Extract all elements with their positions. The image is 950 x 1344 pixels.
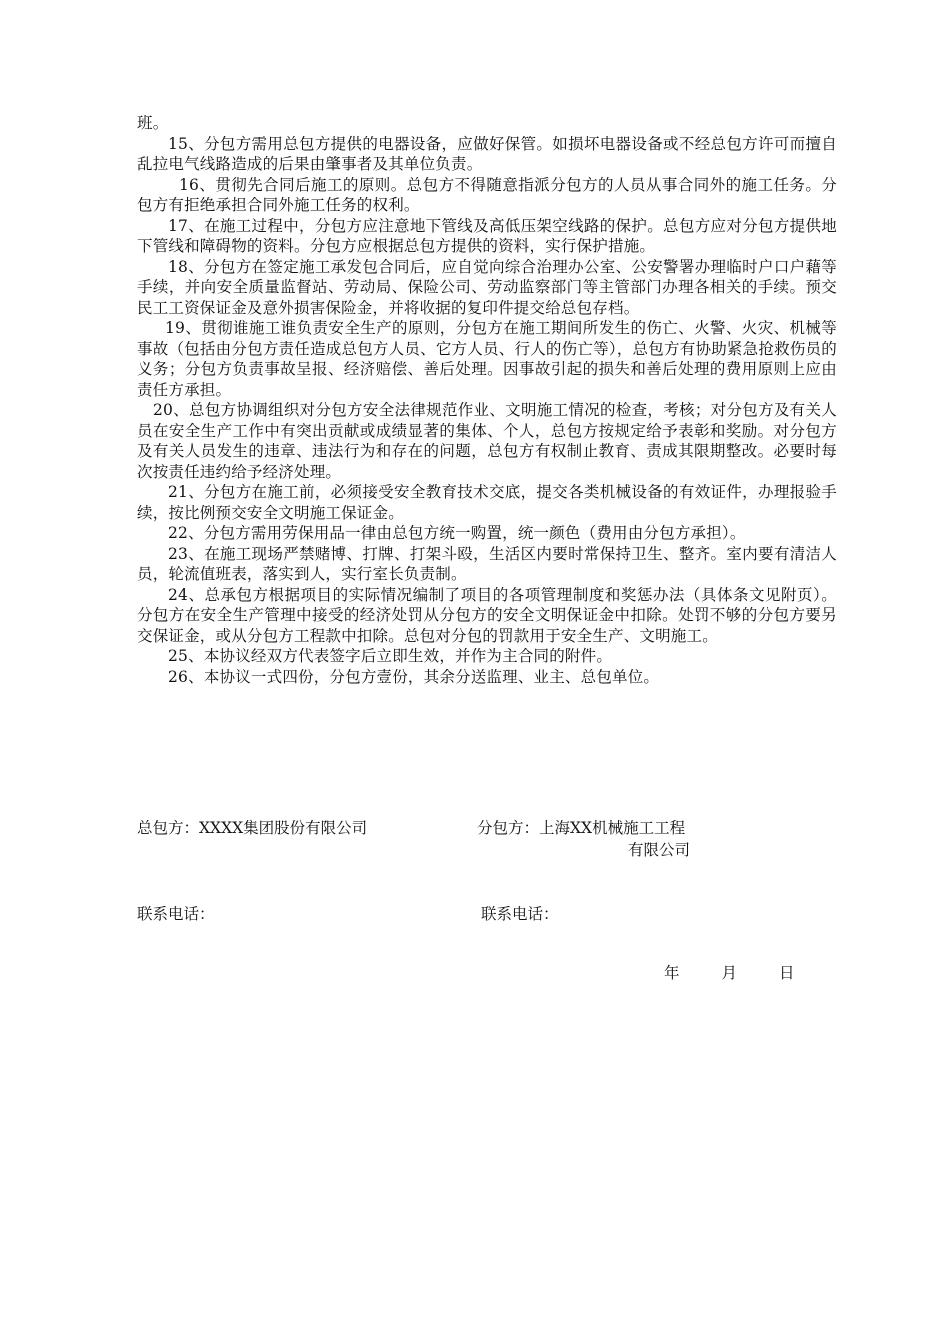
clause-24: 24、总承包方根据项目的实际情况编制了项目的各项管理制度和奖惩办法（具体条文见附页）。分包方在安全生产管理中接受的经济处罚从分包方的安全文明保证金中扣除。处罚不够的分包方要另交保证金，或从分包方工程款中扣除。总包对分包的罚款用于安全生产、文明施工。: [137, 585, 837, 645]
date-line: [664, 963, 795, 984]
general-contractor-phone-label: 联系电话：: [137, 905, 215, 923]
date-month-label: 月: [721, 964, 738, 982]
clause-15: 15、分包方需用总包方提供的电器设备，应做好保管。如损坏电器设备或不经总包方许可而擅自乱拉电气线路造成的后果由肇事者及其单位负责。: [137, 134, 837, 173]
subcontractor-phone-label: 联系电话：: [481, 905, 559, 923]
clause-16: 16、贯彻先合同后施工的原则。总包方不得随意指派分包方的人员从事合同外的施工任务。分包方有拒绝承担合同外施工任务的权利。: [137, 175, 837, 214]
clause-17: 17、在施工过程中，分包方应注意地下管线及高低压架空线路的保护。总包方应对分包方提供地下管线和障碍物的资料。分包方应根据总包方提供的资料，实行保护措施。: [137, 216, 837, 255]
clause-25: 25、本协议经双方代表签字后立即生效，并作为主合同的附件。: [168, 647, 613, 665]
date-year-label: 年: [664, 964, 680, 982]
subcontractor-name-line2: 有限公司: [628, 841, 691, 859]
date-day-label: 日: [779, 964, 795, 982]
general-contractor-name: 总包方：XXXX集团股份有限公司: [137, 819, 368, 837]
clause-19: 19、贯彻谁施工谁负责安全生产的原则，分包方在施工期间所发生的伤亡、火警、火灾、机械等事故（包括由分包方责任造成总包方人员、它方人员、行人的伤亡等），总包方有协助紧急抢救伤员的义务；分包方负责事故呈报、经济赔偿、善后处理。因事故引起的损失和善后处理的费用原则上应由责任方承担。: [137, 319, 837, 399]
clause-18: 18、分包方在签定施工承发包合同后，应自觉向综合治理办公室、公安警署办理临时户口户藉等手续，并向安全质量监督站、劳动局、保险公司、劳动监察部门等主管部门办理各相关的手续。预交民工工资保证金及意外损害保险金，并将收据的复印件提交给总包存档。: [137, 257, 837, 317]
clause-26: 26、本协议一式四份，分包方壹份，其余分送监理、业主、总包单位。: [168, 667, 660, 686]
clause-21: 21、分包方在施工前，必须接受安全教育技术交底，提交各类机械设备的有效证件，办理报验手续，按比例预交安全文明施工保证金。: [137, 483, 837, 522]
clause-22: 22、分包方需用劳保用品一律由总包方统一购置，统一颜色（费用由分包方承担）。: [168, 524, 746, 542]
clause-23: 23、在施工现场严禁赌博、打牌、打架斗殴，生活区内要时常保持卫生、整齐。室内要有清洁人员，轮流值班表，落实到人，实行室长负责制。: [137, 544, 837, 583]
contract-clauses: [137, 113, 837, 687]
clause-continuation: 班。: [137, 114, 169, 132]
subcontractor-name-line1: 分包方：上海XX机械施工工程: [477, 819, 686, 837]
clause-20: 20、总包方协调组织对分包方安全法律规范作业、文明施工情况的检查，考核；对分包方及有关人员在安全生产工作中有突出贡献或成绩显著的集体、个人，总包方按规定给予表彰和奖励。对分包方及有关人员发生的违章、违法行为和存在的问题，总包方有权制止教育、责成其限期整改。必要时每次按责任违约给予经济处理。: [137, 401, 837, 481]
